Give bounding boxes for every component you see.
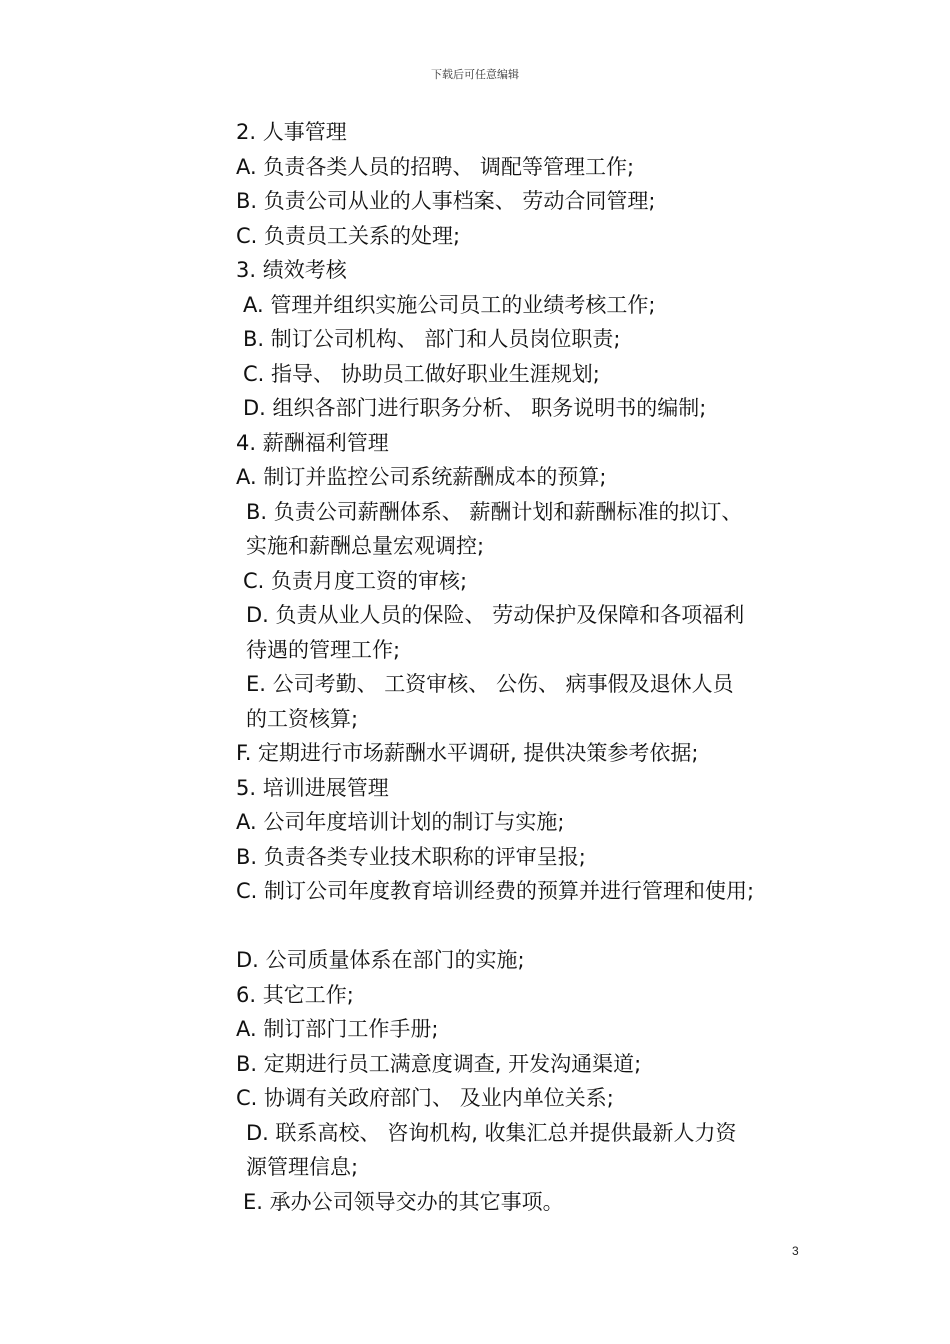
list-item: B. 负责各类专业技术职称的评审呈报; xyxy=(236,844,586,869)
list-item: D. 负责从业人员的保险、 劳动保护及保障和各项福利 xyxy=(246,603,745,627)
list-item: A. 管理并组织实施公司员工的业绩考核工作; xyxy=(243,292,656,317)
list-item: D. 公司质量体系在部门的实施; xyxy=(236,948,525,972)
list-item: C. 协调有关政府部门、 及业内单位关系; xyxy=(236,1086,614,1110)
list-item-continuation: 实施和薪酬总量宏观调控; xyxy=(246,534,485,558)
blank-line xyxy=(236,909,836,944)
section-heading-training: 5. 培训进展管理 xyxy=(236,775,389,800)
list-item: B. 制订公司机构、 部门和人员岗位职责; xyxy=(243,327,621,351)
list-item: D. 组织各部门进行职务分析、 职务说明书的编制; xyxy=(243,396,707,420)
list-item: A. 制订部门工作手册; xyxy=(236,1017,439,1041)
section-heading-performance: 3. 绩效考核 xyxy=(236,258,347,282)
list-item: C. 负责月度工资的审核; xyxy=(243,568,468,593)
list-item: C. 负责员工关系的处理; xyxy=(236,223,461,248)
list-item: C. 指导、 协助员工做好职业生涯规划; xyxy=(243,361,600,386)
list-item: B. 负责公司从业的人事档案、 劳动合同管理; xyxy=(236,189,656,213)
page-number: 3 xyxy=(792,1244,799,1258)
list-item: F. 定期进行市场薪酬水平调研, 提供决策参考依据; xyxy=(236,741,699,765)
section-heading-personnel: 2. 人事管理 xyxy=(236,120,347,144)
list-item: B. 定期进行员工满意度调查, 开发沟通渠道; xyxy=(236,1051,642,1076)
document-body xyxy=(236,115,836,1219)
list-item: A. 制订并监控公司系统薪酬成本的预算; xyxy=(236,465,607,489)
list-item-continuation: 源管理信息; xyxy=(246,1155,359,1179)
list-item: D. 联系高校、 咨询机构, 收集汇总并提供最新人力资 xyxy=(246,1120,737,1145)
list-item: A. 负责各类人员的招聘、 调配等管理工作; xyxy=(236,154,635,179)
list-item: E. 公司考勤、 工资审核、 公伤、 病事假及退休人员 xyxy=(246,672,734,696)
list-item-continuation: 的工资核算; xyxy=(246,706,359,731)
section-heading-other: 6. 其它工作; xyxy=(236,982,354,1007)
list-item: C. 制订公司年度教育培训经费的预算并进行管理和使用; xyxy=(236,879,755,903)
list-item-continuation: 待遇的管理工作; xyxy=(246,637,401,662)
list-item: B. 负责公司薪酬体系、 薪酬计划和薪酬标准的拟订、 xyxy=(246,499,743,524)
list-item: A. 公司年度培训计划的制订与实施; xyxy=(236,810,565,834)
page-header-note: 下载后可任意编辑 xyxy=(431,68,519,81)
section-heading-compensation: 4. 薪酬福利管理 xyxy=(236,430,389,455)
list-item: E. 承办公司领导交办的其它事项。 xyxy=(243,1189,564,1214)
